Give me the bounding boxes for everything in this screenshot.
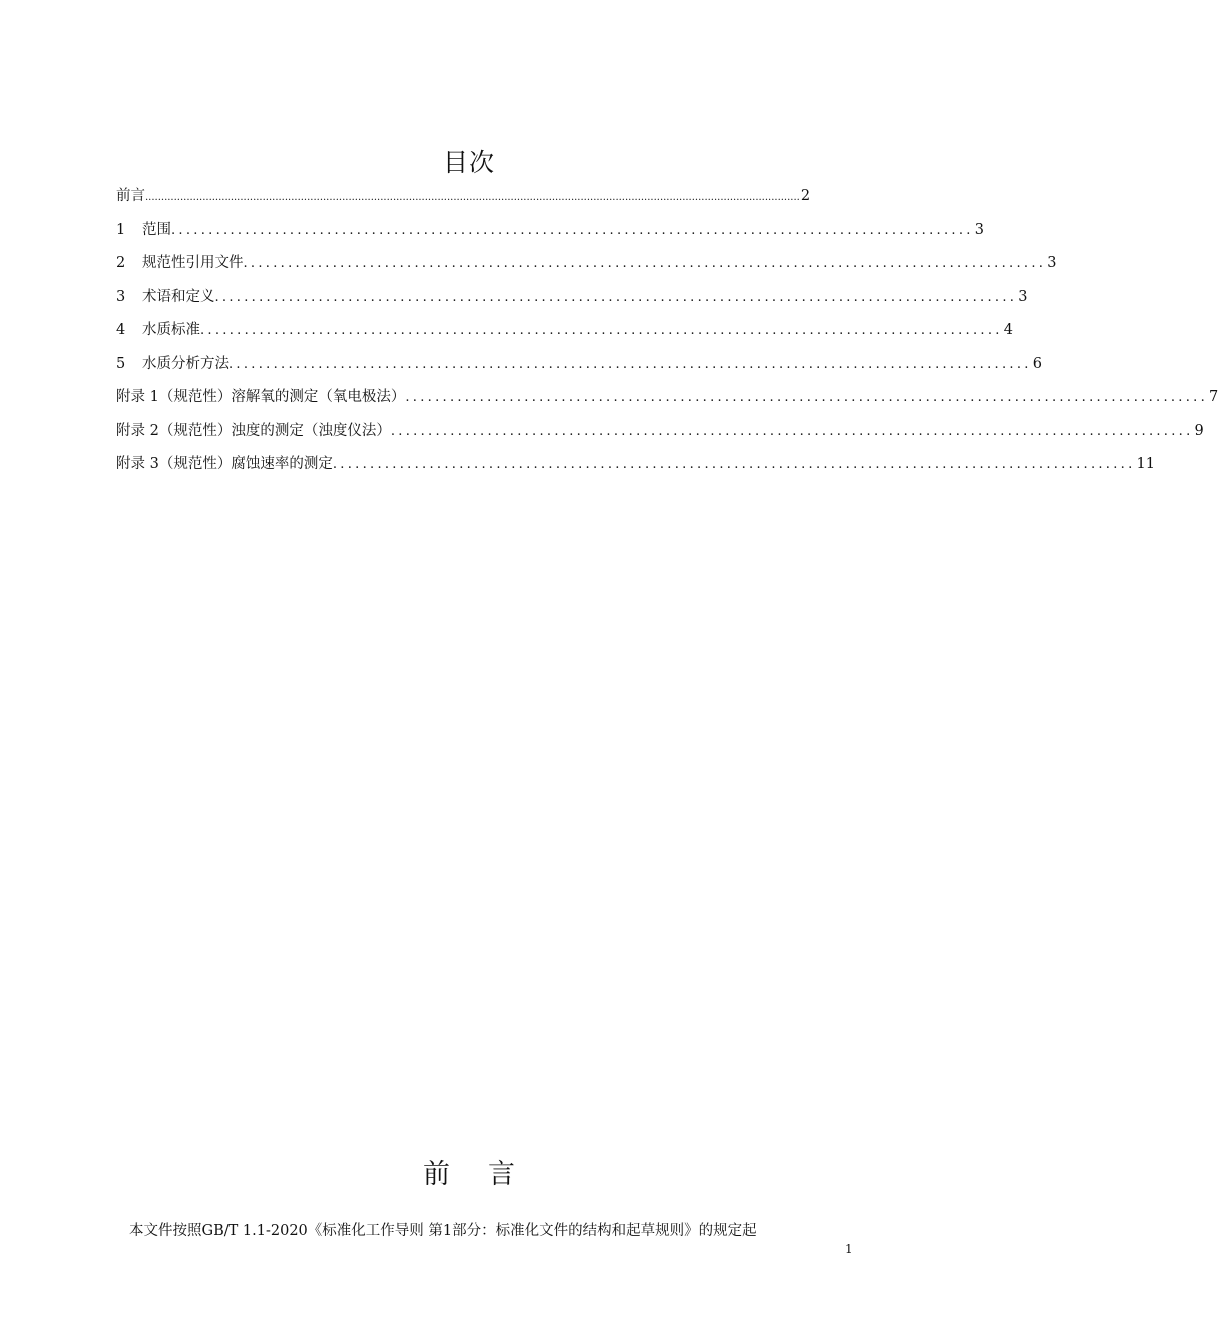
toc-entry-page: 3 (1018, 289, 1028, 305)
toc-entry-text: 水质分析方法 (142, 356, 229, 372)
toc-entry-appendix-3[interactable] (116, 452, 1155, 476)
toc-entry-water-quality-standard[interactable] (116, 318, 1013, 342)
toc-entry-page: 7 (1209, 389, 1218, 405)
toc-entry-page: 2 (800, 188, 811, 204)
toc-leader-dots: ............................................................................................................ (171, 223, 974, 238)
toc-leader-dots: ............................................................................................................ (390, 424, 1194, 439)
toc-entry-scope[interactable] (116, 218, 984, 242)
toc-entry-number: 3 (116, 289, 126, 305)
toc-entry-text: 附录 1（规范性）溶解氧的测定（氧电极法） (116, 389, 406, 405)
toc-entry-number: 4 (116, 322, 126, 338)
toc-entry-text: 规范性引用文件 (142, 255, 244, 271)
toc-leader-dots: .............................................................................................................................................................................................................. (145, 192, 800, 203)
toc-entry-number: 5 (116, 356, 126, 372)
toc-entry-text: 附录 2（规范性）浊度的测定（浊度仪法） (116, 423, 391, 439)
toc-entry-normative-references[interactable] (116, 251, 1057, 275)
toc-entry-number: 1 (116, 222, 126, 238)
toc-entry-text: 前言 (116, 188, 145, 204)
toc-leader-dots: ............................................................................................................ (243, 256, 1047, 271)
toc-title: 目次 (442, 148, 495, 177)
toc-entry-page: 3 (1047, 255, 1057, 271)
toc-leader-dots: ............................................................................................................ (200, 323, 1003, 338)
toc-entry-page: 4 (1003, 322, 1013, 338)
toc-leader-dots: ............................................................................................................ (332, 457, 1136, 472)
toc-entry-text: 水质标准 (142, 322, 200, 338)
toc-entry-appendix-1[interactable] (116, 385, 1218, 409)
toc-entry-page: 3 (974, 222, 984, 238)
toc-entry-preface[interactable] (116, 184, 811, 208)
toc-leader-dots: ............................................................................................................ (229, 357, 1032, 372)
toc-entry-terms[interactable] (116, 285, 1028, 309)
page-number: 1 (845, 1242, 853, 1256)
toc-entry-text: 范围 (142, 222, 171, 238)
toc-entry-text: 附录 3（规范性）腐蚀速率的测定 (116, 456, 333, 472)
preface-paragraph: 本文件按照GB/T 1.1-2020《标准化工作导则 第1部分：标准化文件的结构和起草规则》的规定起 (129, 1223, 757, 1239)
toc-leader-dots: ............................................................................................................ (214, 290, 1018, 305)
toc-entry-text: 术语和定义 (142, 289, 215, 305)
toc-entry-page: 11 (1136, 456, 1155, 472)
preface-title: 前言 (423, 1159, 553, 1190)
toc-entry-number: 2 (116, 255, 126, 271)
toc-entry-analysis-methods[interactable] (116, 352, 1042, 376)
toc-leader-dots: ............................................................................................................ (405, 390, 1209, 405)
toc-entry-page: 9 (1194, 423, 1204, 439)
toc-entry-appendix-2[interactable] (116, 419, 1204, 443)
toc-entry-page: 6 (1032, 356, 1042, 372)
